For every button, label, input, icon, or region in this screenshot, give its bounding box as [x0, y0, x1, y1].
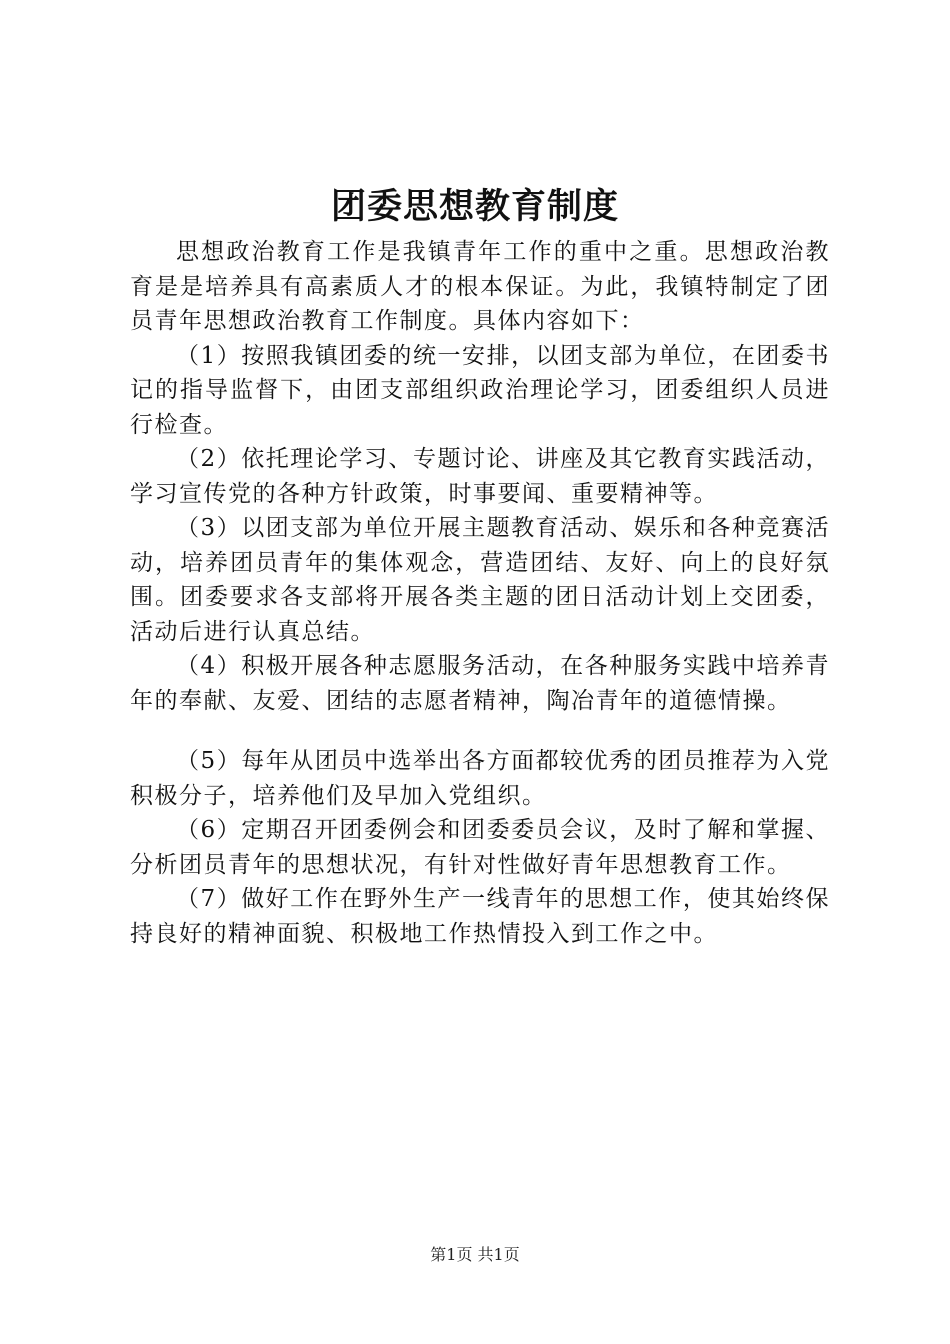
paragraph-item-2: （2）依托理论学习、专题讨论、讲座及其它教育实践活动，学习宣传党的各种方针政策，时事要闻、重要精神等。 [130, 446, 830, 507]
paragraph-intro: 思想政治教育工作是我镇青年工作的重中之重。思想政治教育是是培养具有高素质人才的根本保证。为此，我镇特制定了团员青年思想政治教育工作制度。具体内容如下： [130, 239, 830, 334]
paragraph-item-3: （3）以团支部为单位开展主题教育活动、娱乐和各种竞赛活动，培养团员青年的集体观念，营造团结、友好、向上的良好氛围。团委要求各支部将开展各类主题的团日活动计划上交团委，活动后进行认真总结。 [130, 515, 830, 645]
document-body [130, 235, 830, 951]
paragraph-item-5: （5）每年从团员中选举出各方面都较优秀的团员推荐为入党积极分子，培养他们及早加入党组织。 [130, 748, 830, 809]
paragraph-item-7: （7）做好工作在野外生产一线青年的思想工作，使其始终保持良好的精神面貌、积极地工作热情投入到工作之中。 [130, 886, 830, 947]
paragraph-item-1: （1）按照我镇团委的统一安排，以团支部为单位，在团委书记的指导监督下，由团支部组织政治理论学习，团委组织人员进行检查。 [130, 342, 830, 438]
document-title: 团委思想教育制度 [330, 186, 619, 227]
page-footer: 第1页 共1页 [430, 1245, 520, 1264]
paragraph-item-6: （6）定期召开团委例会和团委委员会议，及时了解和掌握、分析团员青年的思想状况，有针对性做好青年思想教育工作。 [130, 817, 830, 878]
paragraph-item-4: （4）积极开展各种志愿服务活动，在各种服务实践中培养青年的奉献、友爱、团结的志愿者精神，陶冶青年的道德情操。 [130, 653, 830, 714]
